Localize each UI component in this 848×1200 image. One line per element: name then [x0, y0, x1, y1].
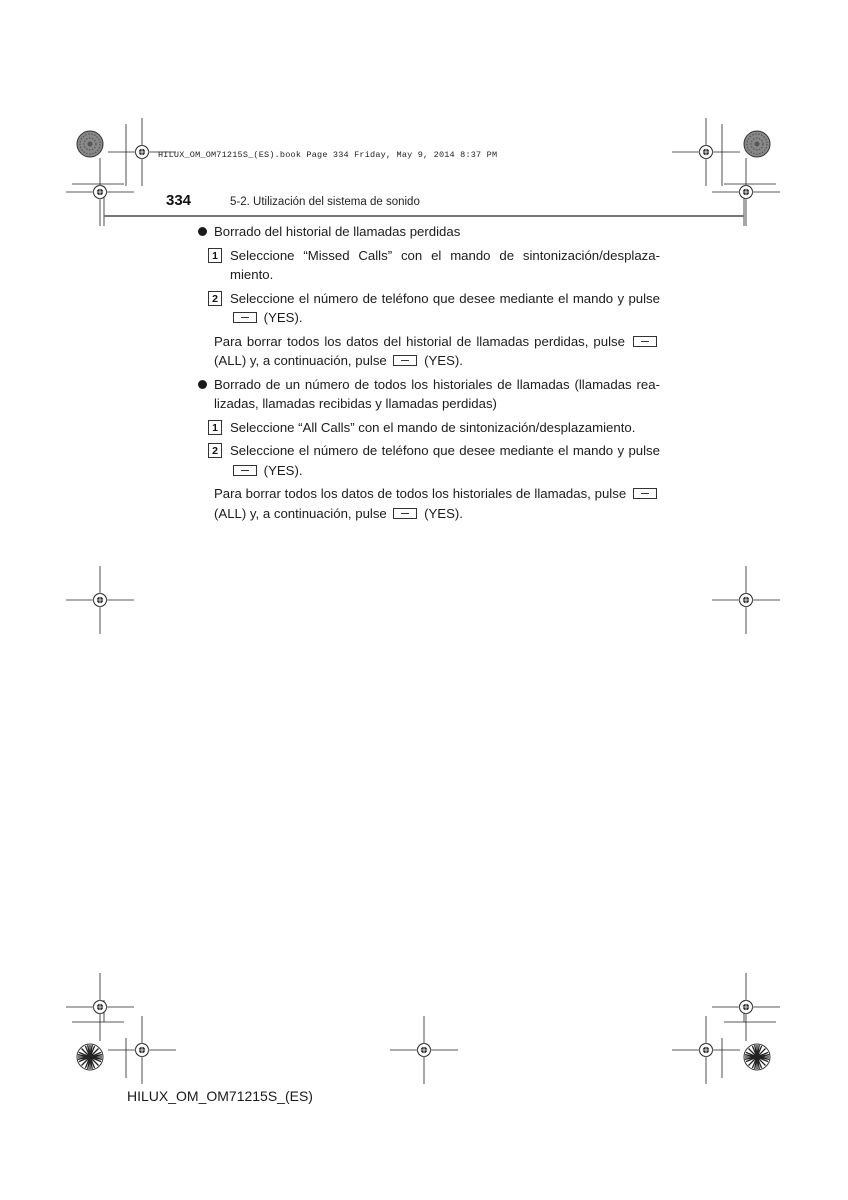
phone-button-icon: [633, 336, 657, 347]
step-item: [196, 246, 660, 285]
bullet-icon: [198, 380, 207, 389]
step-number-badge: 1: [208, 248, 222, 263]
page-content: [196, 222, 660, 527]
bullet-icon: [198, 227, 207, 236]
bullet-text: Borrado de un número de todos los historiales de llamadas (llamadas rea-lizadas, llamadas recibidas y llamadas perdidas): [214, 376, 660, 411]
section-title: 5-2. Utilización del sistema de sonido: [230, 196, 420, 208]
bullet-heading: [196, 222, 660, 242]
phone-button-icon: [233, 465, 257, 476]
page-number: 334: [166, 192, 192, 209]
bullet-heading: [196, 375, 660, 414]
step-text-suffix: (YES).: [263, 462, 303, 478]
phone-button-icon: [393, 508, 417, 519]
phone-button-icon: [233, 312, 257, 323]
step-number-badge: 1: [208, 420, 222, 435]
note-text: Para borrar todos los datos del historial de llamadas perdidas, pulse: [214, 333, 625, 349]
note-text: Para borrar todos los datos de todos los historiales de llamadas, pulse: [214, 486, 627, 501]
phone-button-icon: [633, 488, 657, 499]
step-item: [196, 418, 660, 438]
footer-doc-code: HILUX_OM_OM71215S_(ES): [127, 1088, 313, 1104]
note-paragraph: [196, 484, 660, 523]
note-text: (ALL) y, a continuación, pulse: [214, 505, 387, 521]
bullet-text: Borrado del historial de llamadas perdidas: [214, 224, 461, 239]
note-text: (YES).: [424, 353, 463, 368]
step-number-badge: 2: [208, 291, 222, 306]
step-text: Seleccione el número de teléfono que desee mediante el mando y pulse: [230, 290, 660, 306]
note-text: (YES).: [424, 505, 463, 521]
step-text-suffix: (YES).: [263, 310, 303, 325]
note-text: (ALL) y, a continuación, pulse: [214, 353, 387, 368]
step-text: Seleccione “All Calls” con el mando de sintonización/desplazamiento.: [230, 419, 636, 435]
note-paragraph: [196, 332, 660, 371]
step-item: [196, 441, 660, 480]
step-number-badge: 2: [208, 443, 222, 458]
step-text: Seleccione el número de teléfono que desee mediante el mando y pulse: [230, 443, 660, 458]
step-item: [196, 289, 660, 328]
print-slug: HILUX_OM_OM71215S_(ES).book Page 334 Friday, May 9, 2014 8:37 PM: [158, 150, 498, 160]
header-rule: [104, 215, 744, 217]
step-text: Seleccione “Missed Calls” con el mando de sintonización/desplaza-miento.: [230, 247, 660, 282]
phone-button-icon: [393, 355, 417, 366]
